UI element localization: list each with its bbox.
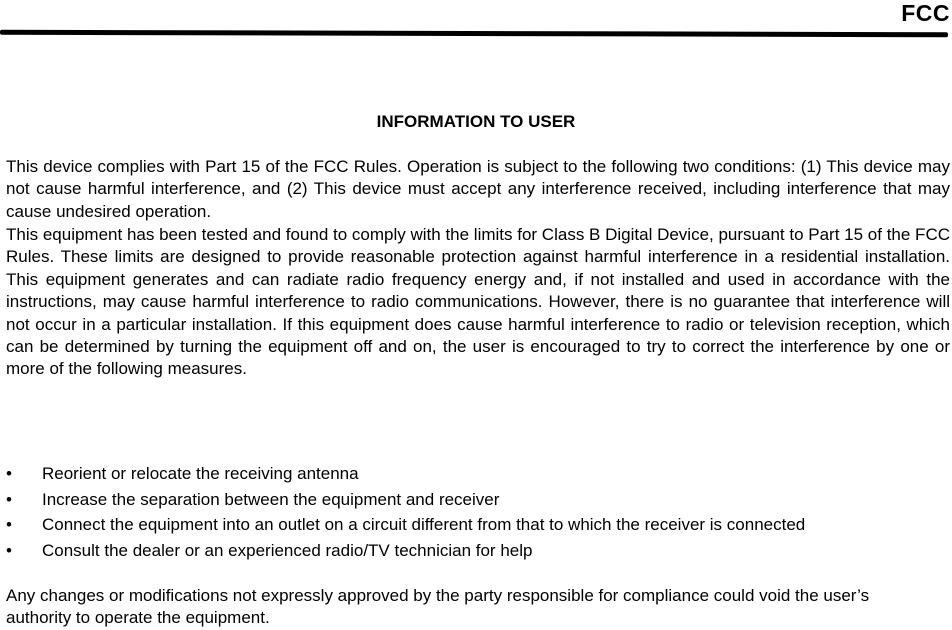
measure-text: Reorient or relocate the receiving antenna: [42, 464, 359, 483]
list-item: [6, 461, 952, 487]
page-title: INFORMATION TO USER: [376, 112, 576, 131]
class-b-paragraph: This equipment has been tested and found to comply with the limits for Class B Digital Device, pursuant to Part 15 of the FCC Rules. These limits are designed to provide reasonable protection against harmful interference in a residential installation. This equipment generates and can radiate radio frequency energy and, if not installed and used in accordance with the instructions, may cause harmful interference to radio communications. However, there is no guarantee that interference will not occur in a particular installation. If this equipment does cause harmful interference to radio or television reception, which can be determined by turning the equipment off and on, the user is encouraged to try to correct the interference by one or more of the following measures.: [6, 225, 950, 379]
header-rule: [0, 30, 948, 37]
bullet-icon: •: [6, 464, 12, 483]
measures-list: [6, 461, 952, 563]
bullet-icon: •: [6, 540, 12, 560]
list-item: [6, 487, 952, 513]
measure-text: Consult the dealer or an experienced radio/TV technician for help: [42, 540, 533, 560]
list-item: [6, 538, 952, 564]
modifications-paragraph: Any changes or modifications not expressly approved by the party responsible for compliance could void the user’s authority to operate the equipment.: [6, 586, 870, 628]
bullet-icon: •: [6, 515, 12, 534]
list-item: [6, 512, 952, 538]
bullet-icon: •: [6, 489, 12, 509]
compliance-paragraph: This device complies with Part 15 of the FCC Rules. Operation is subject to the following two conditions: (1) This device may not cause harmful interference, and (2) This device must accept any interference received, including interference that may cause undesired operation.: [6, 157, 950, 221]
measure-text: Increase the separation between the equipment and receiver: [42, 489, 500, 509]
section-header-label: FCC: [901, 0, 950, 26]
measure-text: Connect the equipment into an outlet on a circuit different from that to which the receiver is connected: [42, 515, 806, 534]
